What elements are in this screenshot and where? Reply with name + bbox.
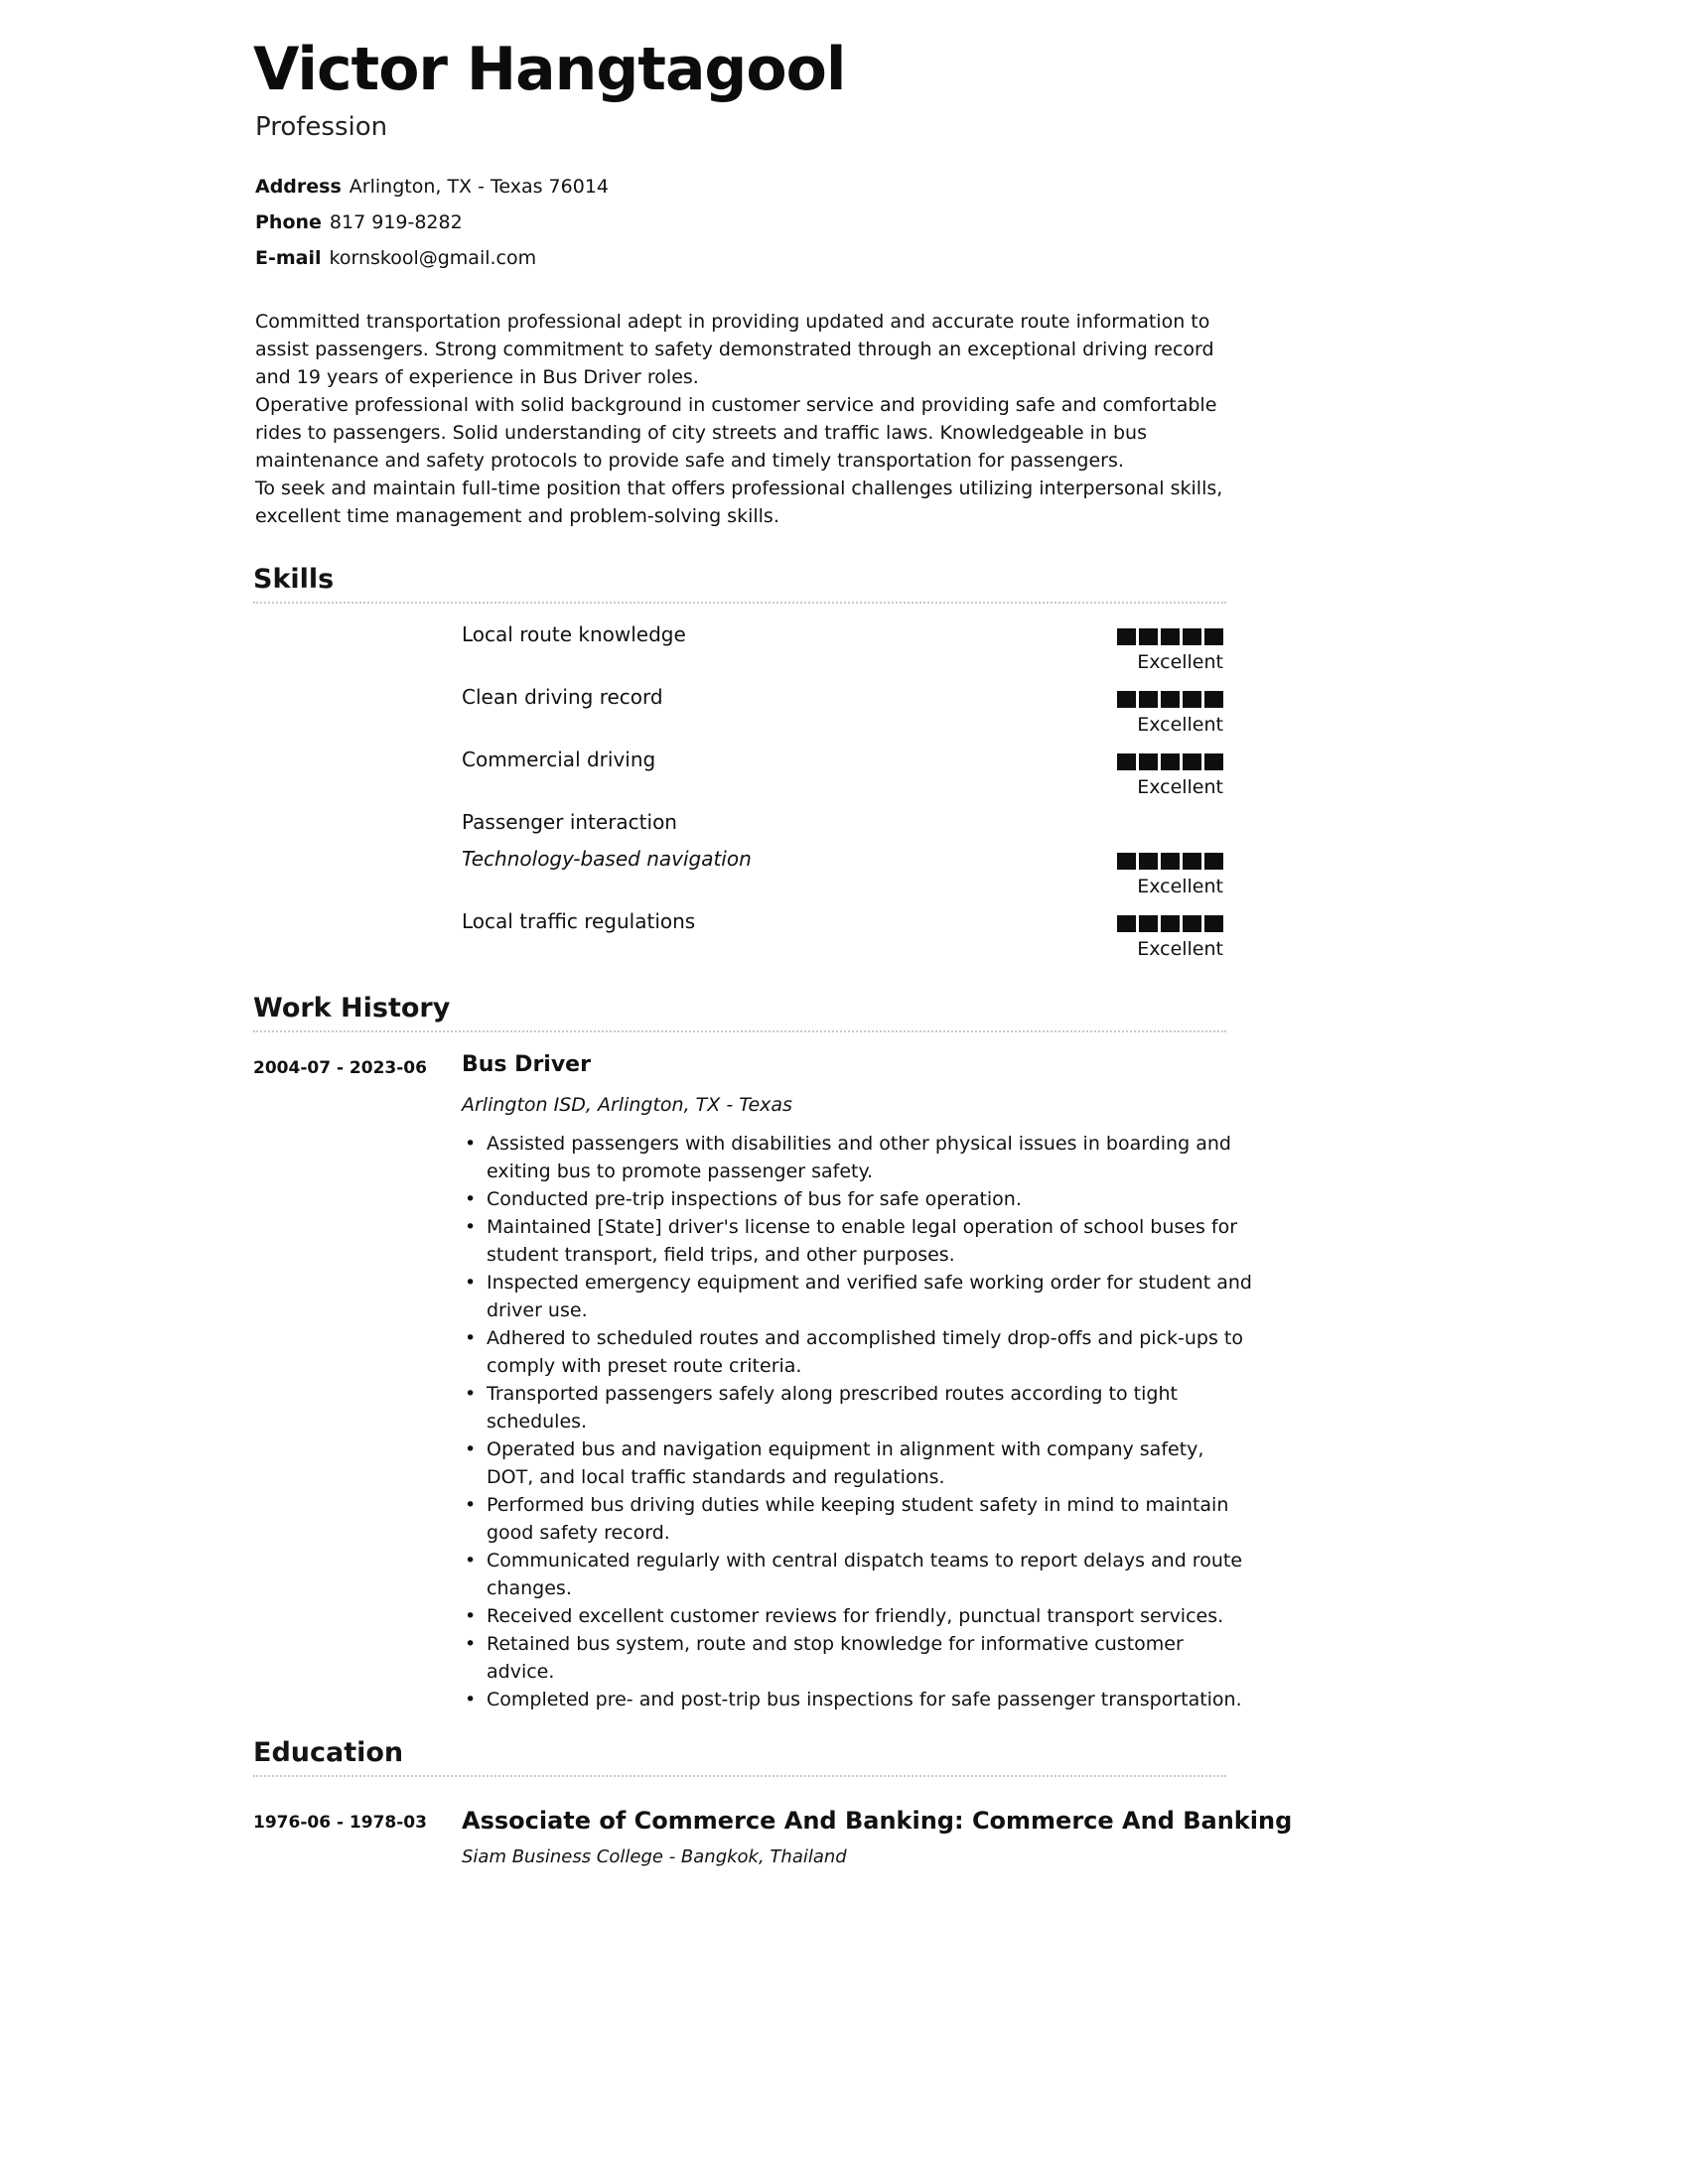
rating-square (1183, 753, 1201, 770)
profession-title: Profession (255, 112, 388, 142)
skills-heading: Skills (253, 564, 344, 595)
rating-square (1183, 628, 1201, 645)
address-row (255, 169, 609, 205)
school-name: Siam Business College - Bangkok, Thailand (462, 1846, 847, 1867)
rating-square (1139, 691, 1158, 708)
email-row (255, 240, 609, 276)
skill-rating-bar (1117, 628, 1223, 645)
rating-square (1204, 628, 1223, 645)
rating-square (1139, 853, 1158, 870)
phone-label: Phone (255, 211, 322, 233)
rating-square (1161, 915, 1180, 932)
rating-square (1139, 628, 1158, 645)
skill-item (462, 746, 1226, 808)
duty-list-item: • Completed pre- and post-trip bus inspections for safe passenger transportation. (487, 1686, 1256, 1713)
skill-item (462, 683, 1226, 746)
rating-square (1183, 853, 1201, 870)
summary-paragraph: Committed transportation professional adept in providing updated and accurate route information to assist passengers. Strong commitment to safety demonstrated through an exceptional driving record and 19 years of experience in Bus Driver roles. (255, 311, 1214, 388)
contact-block (255, 169, 609, 276)
rating-square (1161, 753, 1180, 770)
skill-rating-bar (1117, 915, 1223, 932)
degree-title: Associate of Commerce And Banking: Commerce And Banking (462, 1807, 1293, 1835)
rating-square (1117, 628, 1136, 645)
skill-name: Local route knowledge (462, 622, 686, 646)
rating-square (1204, 853, 1223, 870)
rating-square (1204, 915, 1223, 932)
work-history-heading: Work History (253, 993, 460, 1024)
rating-square (1117, 691, 1136, 708)
education-dates: 1976-06 - 1978-03 (253, 1813, 427, 1833)
duty-list-item: • Retained bus system, route and stop knowledge for informative customer advice. (487, 1630, 1256, 1686)
job-duties-list (462, 1130, 1256, 1713)
skill-name: Technology-based navigation (462, 847, 752, 871)
duty-list-item: • Received excellent customer reviews for friendly, punctual transport services. (487, 1602, 1256, 1630)
duty-list-item: • Maintained [State] driver's license to enable legal operation of school buses for student transport, field trips, and other purposes. (487, 1213, 1256, 1269)
skill-level: Excellent (1137, 876, 1223, 897)
rating-square (1183, 915, 1201, 932)
duty-list-item: • Transported passengers safely along prescribed routes according to tight schedules. (487, 1380, 1256, 1435)
rating-square (1204, 691, 1223, 708)
skill-name: Passenger interaction (462, 810, 677, 834)
skill-rating-bar (1117, 753, 1223, 770)
summary-paragraph: Operative professional with solid background in customer service and providing safe and comfortable rides to passengers. Solid understanding of city streets and traffic laws. Knowledgeable in bus maintenance and safety protocols to provide safe and timely transportation for passengers. (255, 394, 1217, 472)
email-label: E-mail (255, 247, 322, 269)
duty-list-item: • Communicated regularly with central dispatch teams to report delays and route changes. (487, 1547, 1256, 1602)
rating-square (1139, 915, 1158, 932)
skills-section-header (253, 564, 1226, 604)
address-label: Address (255, 176, 342, 198)
skill-level: Excellent (1137, 938, 1223, 960)
email-value[interactable]: kornskool@gmail.com (329, 247, 537, 269)
section-divider (253, 1775, 1226, 1777)
skill-name: Commercial driving (462, 748, 656, 771)
skill-rating-bar (1117, 691, 1223, 708)
address-value: Arlington, TX - Texas 76014 (349, 176, 610, 198)
duty-list-item: • Performed bus driving duties while keeping student safety in mind to maintain good safety record. (487, 1491, 1256, 1547)
skill-item (462, 620, 1226, 683)
skill-item (462, 907, 1226, 970)
section-divider (253, 602, 1226, 604)
candidate-name: Victor Hangtagool (253, 35, 846, 104)
education-section-header (253, 1737, 1226, 1777)
summary-paragraph: To seek and maintain full-time position that offers professional challenges utilizing interpersonal skills, excellent time management and problem-solving skills. (255, 478, 1223, 527)
section-divider (253, 1030, 1226, 1032)
job-dates: 2004-07 - 2023-06 (253, 1058, 427, 1078)
duty-list-item: • Inspected emergency equipment and verified safe working order for student and driver use. (487, 1269, 1256, 1324)
rating-square (1161, 853, 1180, 870)
work-history-section-header (253, 993, 1226, 1032)
duty-list-item: • Assisted passengers with disabilities and other physical issues in boarding and exiting bus to promote passenger safety. (487, 1130, 1256, 1185)
skill-level: Excellent (1137, 651, 1223, 673)
skill-item (462, 808, 1226, 845)
skill-level: Excellent (1137, 776, 1223, 798)
skills-list (462, 620, 1226, 970)
rating-square (1117, 853, 1136, 870)
skill-name: Clean driving record (462, 685, 663, 709)
skill-rating-bar (1117, 853, 1223, 870)
duty-list-item: • Adhered to scheduled routes and accomplished timely drop-offs and pick-ups to comply with preset route criteria. (487, 1324, 1256, 1380)
rating-square (1117, 753, 1136, 770)
professional-summary (255, 308, 1248, 530)
skill-item (462, 845, 1226, 907)
rating-square (1161, 691, 1180, 708)
duty-list-item: • Conducted pre-trip inspections of bus for safe operation. (487, 1185, 1256, 1213)
job-title: Bus Driver (462, 1052, 591, 1077)
rating-square (1161, 628, 1180, 645)
skill-name: Local traffic regulations (462, 909, 696, 933)
rating-square (1204, 753, 1223, 770)
duty-list-item: • Operated bus and navigation equipment in alignment with company safety, DOT, and local traffic standards and regulations. (487, 1435, 1256, 1491)
phone-row (255, 205, 609, 240)
job-company: Arlington ISD, Arlington, TX - Texas (462, 1094, 792, 1116)
skill-level: Excellent (1137, 714, 1223, 736)
rating-square (1139, 753, 1158, 770)
education-heading: Education (253, 1737, 413, 1768)
rating-square (1117, 915, 1136, 932)
phone-value: 817 919-8282 (329, 211, 463, 233)
rating-square (1183, 691, 1201, 708)
